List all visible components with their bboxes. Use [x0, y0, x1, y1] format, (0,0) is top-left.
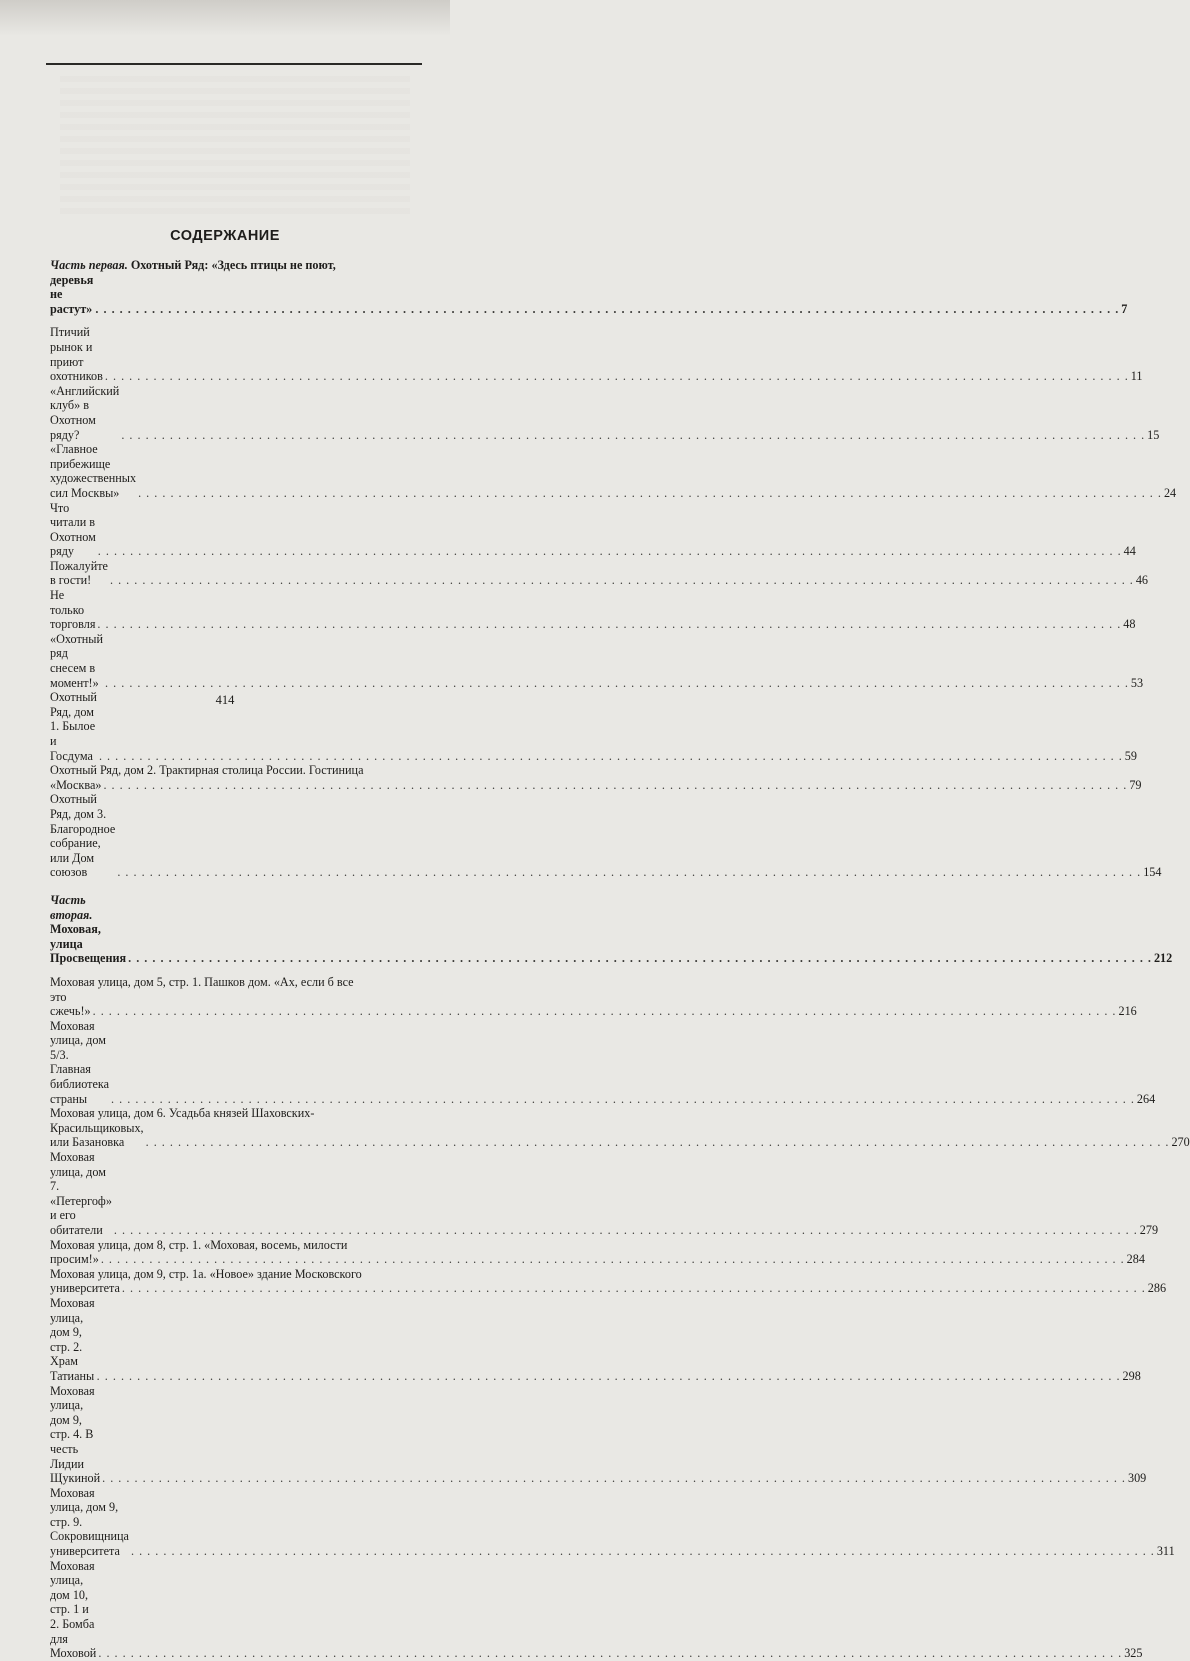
page-ref: 154 [1143, 865, 1162, 880]
toc-entry-text: Что читали в Охотном ряду [50, 500, 96, 559]
toc-entry-text: «Английский клуб» в Охотном ряду? [50, 383, 120, 442]
toc-entry [50, 500, 1136, 559]
toc-entry [50, 1018, 1156, 1107]
page-ref: 79 [1129, 777, 1142, 792]
page-ref: 24 [1163, 485, 1177, 500]
toc-entry-text: Моховая улица, дом 5, стр. 1. Пашков дом. «Ах, если б все [50, 974, 354, 989]
toc-entry-text: Моховая улица, дом 8, стр. 1. «Моховая, восемь, милости [50, 1237, 348, 1252]
page-ref: 216 [1118, 1004, 1137, 1019]
toc-entry [50, 1558, 1143, 1661]
toc-entry-text: Моховая улица, дом 9, стр. 2. Храм Татианы [50, 1295, 95, 1383]
part-title-line: деревья не растут» [50, 272, 94, 316]
page-ref: 298 [1122, 1368, 1141, 1383]
toc-entry [50, 1237, 1145, 1267]
toc-entry [50, 1485, 1175, 1559]
toc-entry-text: «Москва» [50, 777, 102, 792]
toc-entry [50, 383, 1160, 442]
toc-entry-text: Птичий рынок и приют охотников [50, 325, 103, 384]
toc-entry-text: университета [50, 1281, 120, 1296]
toc-entry [50, 631, 1144, 690]
page-number: 414 [215, 693, 235, 707]
toc-entry [50, 1295, 1141, 1384]
toc-entry-text: Моховая улица, дом 5/3. Главная библиотека страны [50, 1018, 110, 1106]
toc-entry-text: Моховая улица, дом 10, стр. 1 и 2. Бомба для Моховой [50, 1558, 97, 1661]
page-ref: 7 [1121, 301, 1128, 316]
toc-entry [50, 792, 1162, 880]
toc-entry-text: Моховая улица, дом 9, стр. 4. В честь Лидии Щукиной [50, 1383, 101, 1486]
page-ref: 284 [1126, 1252, 1145, 1267]
toc-part-heading [50, 892, 1173, 966]
part-title-line: Охотный Ряд: «Здесь птицы не поют, [130, 258, 336, 272]
page-ref: 279 [1139, 1223, 1159, 1237]
toc-entry [50, 558, 1149, 588]
toc-entry-text: «Охотный ряд снесем в момент!» [50, 631, 104, 690]
page-ref: 264 [1136, 1091, 1156, 1106]
toc-entry-text: Охотный Ряд, дом 1. Былое и Госдума [50, 690, 97, 763]
toc-entry-text: Моховая улица, дом 9, стр. 9. Сокровищница университета [50, 1485, 129, 1559]
toc-entry-text: Моховая улица, дом 9, стр. 1а. «Новое» здание Московского [50, 1266, 362, 1281]
toc-entry-text: Пожалуйте в гости! [50, 558, 108, 588]
toc-entry [50, 763, 1142, 792]
page-ref: 212 [1153, 951, 1173, 966]
toc-entry [50, 442, 1177, 500]
page-edge-shadow [0, 0, 450, 36]
toc-entry [50, 1150, 1159, 1238]
toc-entry-list [50, 974, 1190, 1661]
toc-entry [50, 1266, 1167, 1296]
toc-entry-text: просим!» [50, 1252, 99, 1267]
part-title-line: Моховая, улица Просвещения [50, 922, 127, 966]
toc-entry-text: Охотный Ряд, дом 3. Благородное собрание, или Дом союзов [50, 792, 116, 880]
table-of-contents [50, 258, 1190, 1661]
bleed-through-text [60, 70, 410, 220]
page-ref: 59 [1124, 748, 1137, 763]
page-ref: 325 [1124, 1646, 1143, 1661]
page-ref: 15 [1147, 427, 1160, 442]
toc-entry-text: это сжечь!» [50, 989, 91, 1019]
toc-entry [50, 588, 1136, 632]
toc-entry-text: «Главное прибежище художественных сил Москвы» [50, 442, 137, 500]
header-rule [46, 63, 422, 65]
page-ref: 11 [1130, 369, 1143, 384]
page-ref: 309 [1127, 1471, 1147, 1486]
toc-entry-list [50, 325, 1177, 880]
toc-entry [50, 1106, 1190, 1150]
toc-entry-text: Моховая улица, дом 6. Усадьба князей Шаховских- [50, 1106, 315, 1121]
toc-entry-text: Охотный Ряд, дом 2. Трактирная столица России. Гостиница [50, 763, 364, 778]
toc-entry [50, 974, 1137, 1019]
part-label: Часть первая. [50, 258, 128, 272]
toc-entry-text: Моховая улица, дом 7. «Петергоф» и его обитатели [50, 1150, 112, 1237]
page-ref: 270 [1171, 1135, 1190, 1150]
part-label: Часть вторая. [50, 892, 93, 922]
page-title: СОДЕРЖАНИЕ [170, 228, 280, 244]
page-ref: 311 [1156, 1544, 1175, 1559]
page-ref: 48 [1123, 617, 1136, 632]
toc-part-heading [50, 258, 1128, 316]
toc-entry-text: Не только торговля [50, 588, 96, 632]
toc-entry-text: Красильщиковых, или Базановка [50, 1120, 144, 1150]
toc-entry [50, 1383, 1147, 1486]
page-ref: 286 [1147, 1281, 1167, 1296]
page-ref: 46 [1135, 573, 1149, 588]
page-ref: 44 [1123, 544, 1136, 559]
toc-entry [50, 325, 1143, 384]
page-ref: 53 [1130, 675, 1144, 690]
